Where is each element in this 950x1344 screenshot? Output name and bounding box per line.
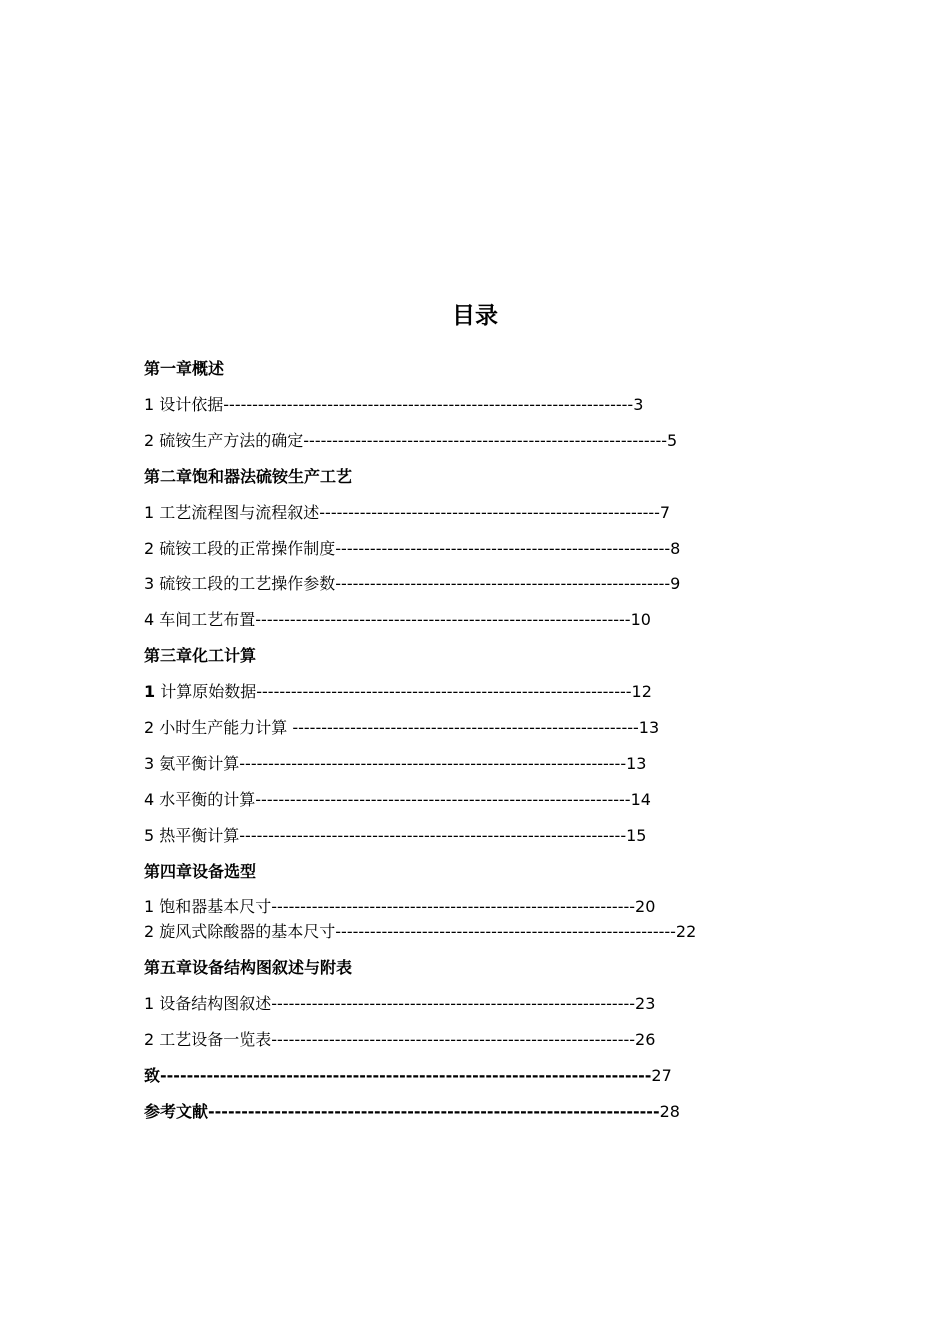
dot-leader: --------------------------------------------------------------- xyxy=(303,431,668,450)
toc-entry xyxy=(144,896,655,918)
toc-title: 目录 xyxy=(452,303,498,329)
page-number: 7 xyxy=(659,503,671,522)
dot-leader: ----------------------------------------------------------- xyxy=(319,503,660,522)
page-number: 9 xyxy=(670,574,681,593)
entry-label: 4 水平衡的计算 xyxy=(144,790,256,809)
toc-entry xyxy=(144,538,680,560)
dot-leader: ---------------------------------------------------------- xyxy=(335,574,671,593)
page-number: 26 xyxy=(635,1030,656,1049)
entry-label: 参考文献 xyxy=(144,1102,209,1121)
entry-label: 1 设备结构图叙述 xyxy=(144,994,272,1013)
page-number: 13 xyxy=(626,754,647,773)
page-number: 28 xyxy=(659,1102,680,1121)
entry-label: 3 氨平衡计算 xyxy=(144,754,240,773)
dot-leader: ------------------------------------------------------------------- xyxy=(239,826,627,845)
page-number: 14 xyxy=(630,790,651,809)
dot-leader: ------------------------------------------------------------ xyxy=(292,718,639,737)
page-number: 20 xyxy=(635,897,656,916)
dot-leader: ----------------------------------------------------------------- xyxy=(256,682,632,701)
chapter-heading: 第五章设备结构图叙述与附表 xyxy=(144,958,353,977)
page-number: 15 xyxy=(626,826,647,845)
dot-leader: --------------------------------------------------------------- xyxy=(271,1030,636,1049)
page-number: 13 xyxy=(638,718,660,737)
chapter-heading: 第三章化工计算 xyxy=(144,646,257,665)
dot-leader: ----------------------------------------------------------------------- xyxy=(223,395,634,414)
entry-label: 2 硫铵工段的正常操作制度 xyxy=(144,539,336,558)
toc-entry xyxy=(144,993,655,1015)
toc-entry xyxy=(144,1029,655,1051)
dot-leader: ------------------------------------------------------------------- xyxy=(239,754,627,773)
page-number: 23 xyxy=(635,994,656,1013)
entry-label: 3 硫铵工段的工艺操作参数 xyxy=(144,574,336,593)
page-number: 12 xyxy=(631,682,652,701)
page-number: 27 xyxy=(651,1066,672,1085)
page-number: 22 xyxy=(675,922,697,941)
dot-leader: ----------------------------------------------------------- xyxy=(335,922,676,941)
chapter-heading: 第一章概述 xyxy=(144,359,225,378)
entry-label: 2 旋风式除酸器的基本尺寸 xyxy=(144,922,336,941)
toc-entry-references xyxy=(144,1101,680,1123)
page-number: 8 xyxy=(670,539,681,558)
entry-label: 2 硫铵生产方法的确定 xyxy=(144,431,304,450)
entry-label: 5 热平衡计算 xyxy=(144,826,240,845)
toc-entry xyxy=(144,789,651,811)
page-number: 5 xyxy=(667,431,678,450)
entry-label: 1 饱和器基本尺寸 xyxy=(144,897,272,916)
entry-label: 1 设计依据 xyxy=(144,395,224,414)
page-number: 3 xyxy=(633,395,644,414)
entry-number: 1 xyxy=(144,682,156,701)
dot-leader: ----------------------------------------------------------------- xyxy=(255,790,631,809)
entry-label: 2 工艺设备一览表 xyxy=(144,1030,272,1049)
entry-label: 计算原始数据 xyxy=(160,682,257,701)
dot-leader: -------------------------------------------------------------------- xyxy=(208,1102,660,1121)
entry-label: 致 xyxy=(144,1066,161,1085)
chapter-heading: 第四章设备选型 xyxy=(144,862,257,881)
dot-leader: ---------------------------------------------------------- xyxy=(335,539,671,558)
toc-entry xyxy=(144,573,680,595)
toc-entry xyxy=(144,609,651,631)
dot-leader: --------------------------------------------------------------- xyxy=(271,994,636,1013)
toc-entry xyxy=(144,430,677,452)
entry-label: 4 车间工艺布置 xyxy=(144,610,256,629)
dot-leader: ----------------------------------------------------------------- xyxy=(255,610,631,629)
chapter-heading: 第二章饱和器法硫铵生产工艺 xyxy=(144,467,353,486)
entry-label: 1 工艺流程图与流程叙述 xyxy=(144,503,320,522)
toc-entry xyxy=(144,681,652,703)
page-number: 10 xyxy=(630,610,651,629)
entry-label: 2 小时生产能力计算 xyxy=(144,718,293,737)
toc-entry xyxy=(144,753,646,775)
toc-entry xyxy=(144,717,659,739)
toc-entry xyxy=(144,502,670,524)
toc-entry xyxy=(144,921,696,943)
dot-leader: --------------------------------------------------------------- xyxy=(271,897,636,916)
toc-entry xyxy=(144,825,646,847)
toc-entry-acknowledgement xyxy=(144,1065,672,1087)
toc-entry xyxy=(144,394,643,416)
dot-leader: -------------------------------------------------------------------------- xyxy=(160,1066,652,1085)
